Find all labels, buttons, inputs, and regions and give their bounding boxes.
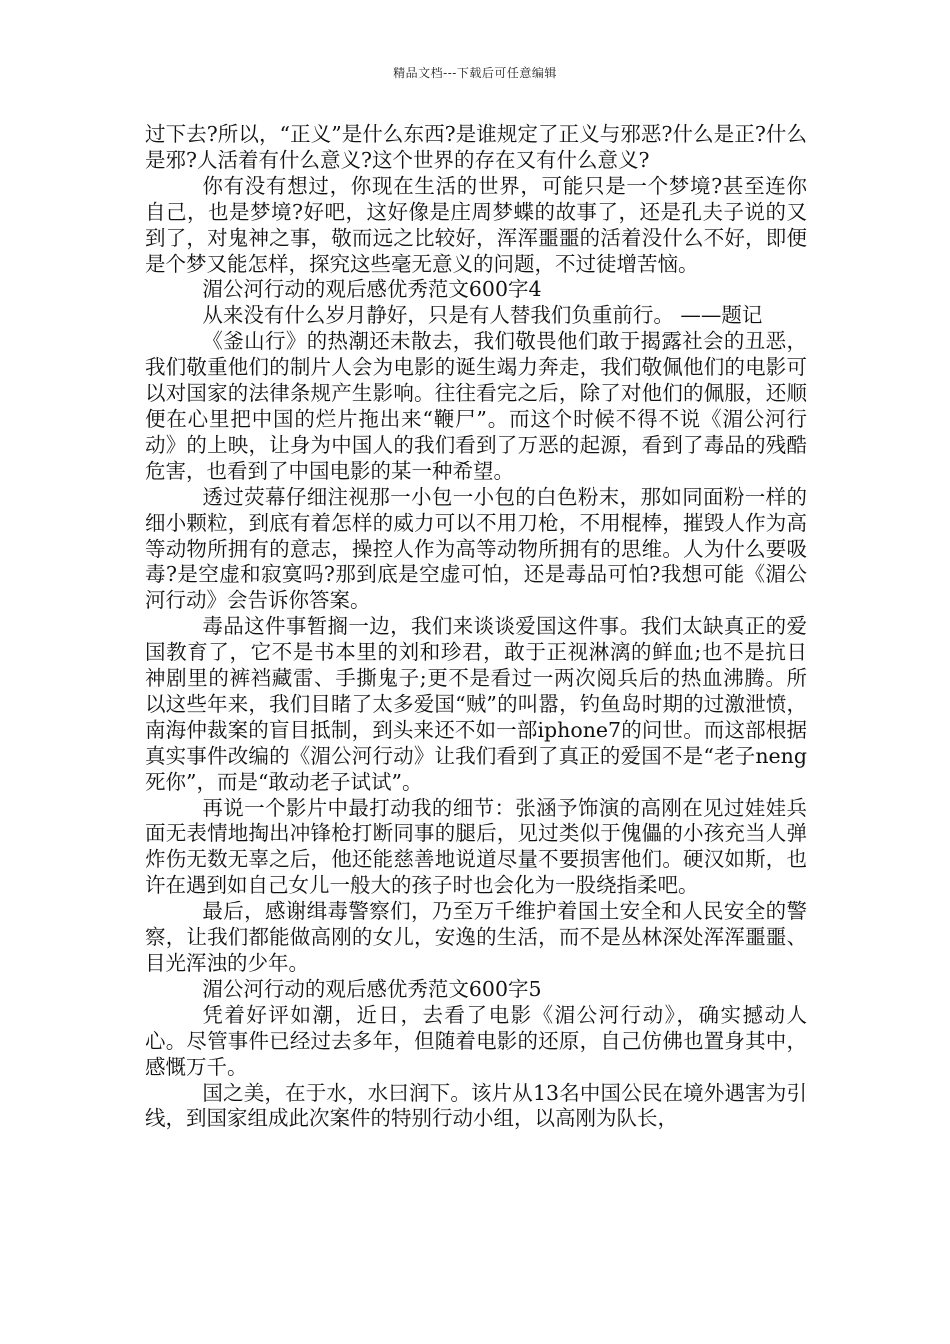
- page-header: 精品文档---下载后可任意编辑: [393, 66, 557, 80]
- paragraph-patriotism: 毒品这件事暂搁一边，我们来谈谈爱国这件事。我们太缺真正的爱国教育了，它不是书本里的刘和珍君，敢于正视淋漓的鲜血;也不是抗日神剧里的裤裆藏雷、手撕鬼子;更不是看过一两次阅兵后的热血沸腾。所以这些年来，我们目睹了太多爱国“贼”的叫嚣，钓鱼岛时期的过激泄愤，南海仲裁案的盲目抵制，到头来还不如一部iphone7的问世。而这部根据真实事件改编的《湄公河行动》让我们看到了真正的爱国不是“老子neng死你”，而是“敢动老子试试”。: [145, 614, 807, 794]
- section-heading-5: 湄公河行动的观后感优秀范文600字5: [202, 976, 542, 1001]
- document-body: [145, 122, 807, 1132]
- paragraph-detail: 再说一个影片中最打动我的细节：张涵予饰演的高刚在见过娃娃兵面无表情地掏出冲锋枪打断同事的腿后，见过类似于傀儡的小孩充当人弹炸伤无数无辜之后，他还能慈善地说道尽量不要损害他们。硬汉如斯，也许在遇到如自己女儿一般大的孩子时也会化为一股绕指柔吧。: [145, 795, 807, 898]
- paragraph-continuation: 过下去?所以，“正义”是什么东西?是谁规定了正义与邪恶?什么是正?什么是邪?人活着有什么意义?这个世界的存在又有什么意义?: [145, 122, 807, 172]
- paragraph-reviews: 凭着好评如潮，近日，去看了电影《湄公河行动》，确实撼动人心。尽管事件已经过去多年，但随着电影的还原，自己仿佛也置身其中，感慨万千。: [145, 1002, 807, 1079]
- paragraph-dream: 你有没有想过，你现在生活的世界，可能只是一个梦境?甚至连你自己，也是梦境?好吧，这好像是庄周梦蝶的故事了，还是孔夫子说的又到了，对鬼神之事，敬而远之比较好，浑浑噩噩的活着没什么不好，即便是个梦又能怎样，探究这些毫无意义的问题，不过徒增苦恼。: [145, 173, 807, 276]
- paragraph-train-to-busan: 《釜山行》的热潮还未散去，我们敬畏他们敢于揭露社会的丑恶，我们敬重他们的制片人会为电影的诞生竭力奔走，我们敬佩他们的电影可以对国家的法律条规产生影响。往往看完之后，除了对他们的佩服，还顺便在心里把中国的烂片拖出来“鞭尸”。而这个时候不得不说《湄公河行动》的上映，让身为中国人的我们看到了万恶的起源，看到了毒品的残酷危害，也看到了中国电影的某一种希望。: [145, 329, 807, 483]
- epigraph: 从来没有什么岁月静好，只是有人替我们负重前行。 ——题记: [202, 303, 763, 328]
- paragraph-water: 国之美，在于水，水曰润下。该片从13名中国公民在境外遇害为引线，到国家组成此次案件的特别行动小组，以高刚为队长，: [145, 1080, 807, 1131]
- paragraph-thanks: 最后，感谢缉毒警察们，乃至万千维护着国土安全和人民安全的警察，让我们都能做高刚的女儿，安逸的生活，而不是丛林深处浑浑噩噩、目光浑浊的少年。: [145, 899, 807, 975]
- paragraph-drugs: 透过荧幕仔细注视那一小包一小包的白色粉末，那如同面粉一样的细小颗粒，到底有着怎样的威力可以不用刀枪，不用棍棒，摧毁人作为高等动物所拥有的意志，操控人作为高等动物所拥有的思维。人为什么要吸毒?是空虚和寂寞吗?那到底是空虚可怕，还是毒品可怕?我想可能《湄公河行动》会告诉你答案。: [145, 484, 807, 613]
- section-heading-4: 湄公河行动的观后感优秀范文600字4: [202, 277, 542, 302]
